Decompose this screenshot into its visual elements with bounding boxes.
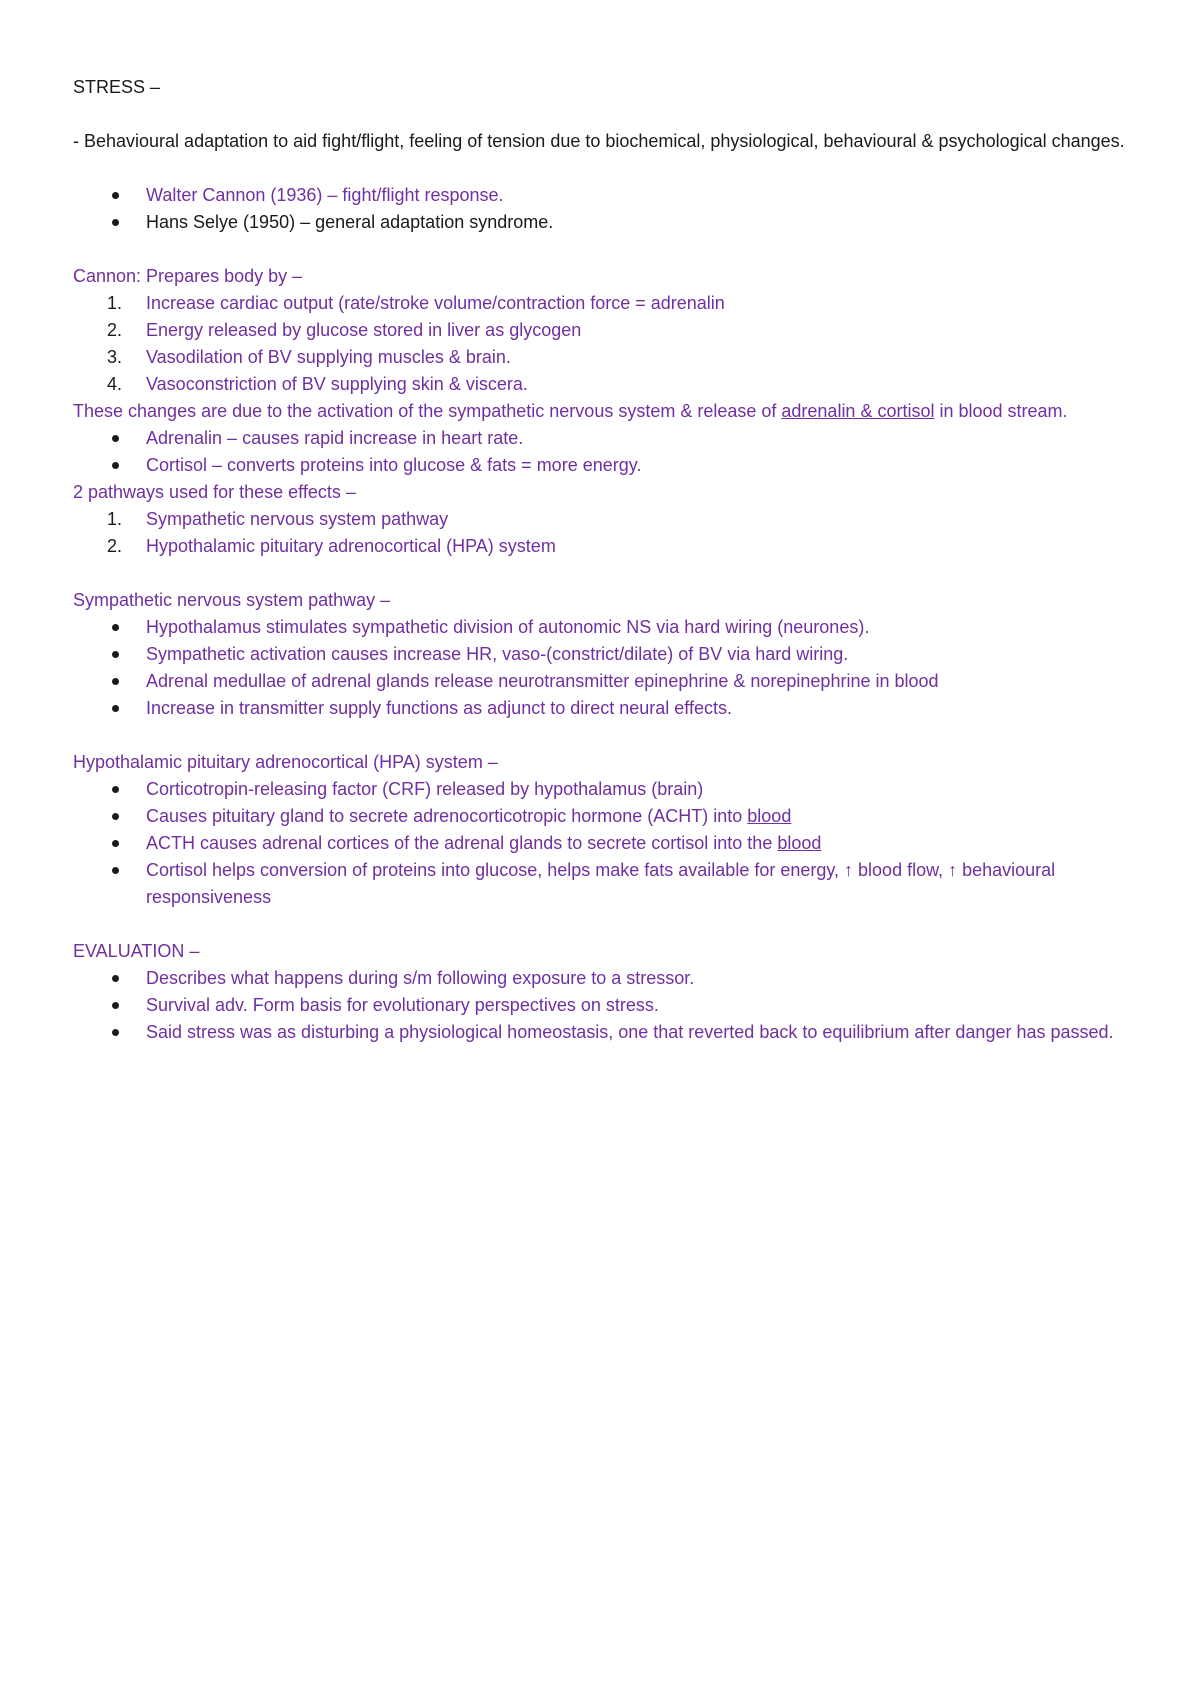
step-text: Vasodilation of BV supplying muscles & brain. [146,347,511,367]
list-item [73,830,1133,857]
list-item [73,965,1133,992]
changes-paragraph [73,398,1133,425]
list-item [73,803,1133,830]
spacer [73,101,1133,128]
pathways-heading: 2 pathways used for these effects – [73,482,356,502]
list-item [73,317,1133,344]
bullet-icon [112,651,119,658]
sns-heading: Sympathetic nervous system pathway – [73,590,391,610]
bullet-icon [112,1002,119,1009]
bullet-icon [112,435,119,442]
changes-text-end: in blood stream. [934,401,1068,421]
list-number: 4. [107,374,123,394]
theorist-list [73,182,1133,236]
list-number: 2. [107,536,123,556]
list-number: 3. [107,347,123,367]
sns-item: Adrenal medullae of adrenal glands release neurotransmitter epinephrine & norepinephrine in blood [146,671,939,691]
step-text: Energy released by glucose stored in liver as glycogen [146,320,582,340]
bullet-icon [112,1029,119,1036]
bullet-icon [112,840,119,847]
changes-text: These changes are due to the activation of the sympathetic nervous system & release of [73,401,782,421]
step-text: Increase cardiac output (rate/stroke volume/contraction force = adrenalin [146,293,725,313]
hormone-adrenalin: Adrenalin – causes rapid increase in heart rate. [146,428,524,448]
list-item [73,425,1133,452]
list-item [73,506,1133,533]
sns-list [73,614,1133,722]
list-number: 1. [107,509,123,529]
hormone-cortisol: Cortisol – converts proteins into glucose & fats = more energy. [146,455,642,475]
list-item [73,290,1133,317]
hpa-item: ACTH causes adrenal cortices of the adrenal glands to secrete cortisol into the [146,833,778,853]
pathway-text: Sympathetic nervous system pathway [146,509,449,529]
cannon-steps [73,290,1133,398]
evaluation-list [73,965,1133,1046]
list-number: 1. [107,293,123,313]
intro-paragraph: - Behavioural adaptation to aid fight/flight, feeling of tension due to biochemical, physiological, behavioural & psychological changes. [73,131,1125,151]
sns-item: Sympathetic activation causes increase HR, vaso-(constrict/dilate) of BV via hard wiring. [146,644,849,664]
list-item [73,614,1133,641]
sns-item: Hypothalamus stimulates sympathetic division of autonomic NS via hard wiring (neurones). [146,617,870,637]
list-item [73,371,1133,398]
evaluation-item: Describes what happens during s/m following exposure to a stressor. [146,968,695,988]
list-item [73,668,1133,695]
list-item [73,695,1133,722]
hpa-list [73,776,1133,911]
cannon-heading: Cannon: Prepares body by – [73,266,303,286]
evaluation-item: Said stress was as disturbing a physiological homeostasis, one that reverted back to equilibrium after danger has passed. [146,1022,1114,1042]
hormone-list [73,425,1133,479]
evaluation-item: Survival adv. Form basis for evolutionary perspectives on stress. [146,995,659,1015]
spacer [73,560,1133,587]
sns-item: Increase in transmitter supply functions as adjunct to direct neural effects. [146,698,732,718]
bullet-icon [112,786,119,793]
list-item [73,857,1133,911]
list-item [73,344,1133,371]
pathway-list [73,506,1133,560]
list-item [73,452,1133,479]
hpa-item-underlined: blood [747,806,792,826]
step-text: Vasoconstriction of BV supplying skin & viscera. [146,374,528,394]
pathway-text: Hypothalamic pituitary adrenocortical (HPA) system [146,536,556,556]
hpa-item: Cortisol helps conversion of proteins into glucose, helps make fats available for energy, ↑ blood flow, ↑ behavioural responsiveness [146,860,1056,907]
spacer [73,722,1133,749]
bullet-icon [112,867,119,874]
hpa-item-underlined: blood [777,833,822,853]
spacer [73,155,1133,182]
list-number: 2. [107,320,123,340]
list-item [73,992,1133,1019]
list-item [73,209,1133,236]
bullet-icon [112,705,119,712]
hpa-item: Causes pituitary gland to secrete adrenocorticotropic hormone (ACHT) into [146,806,748,826]
page-title: STRESS – [73,77,161,97]
theorist-cannon: Walter Cannon (1936) – fight/flight response. [146,185,504,205]
list-item [73,182,1133,209]
bullet-icon [112,678,119,685]
bullet-icon [112,624,119,631]
changes-underlined: adrenalin & cortisol [781,401,935,421]
document-body [73,74,1133,1046]
list-item [73,1019,1133,1046]
theorist-selye: Hans Selye (1950) – general adaptation syndrome. [146,212,554,232]
spacer [73,911,1133,938]
hpa-item: Corticotropin-releasing factor (CRF) released by hypothalamus (brain) [146,779,704,799]
bullet-icon [112,192,119,199]
spacer [73,236,1133,263]
bullet-icon [112,462,119,469]
bullet-icon [112,219,119,226]
list-item [73,641,1133,668]
bullet-icon [112,975,119,982]
list-item [73,776,1133,803]
hpa-heading: Hypothalamic pituitary adrenocortical (HPA) system – [73,752,498,772]
list-item [73,533,1133,560]
bullet-icon [112,813,119,820]
evaluation-heading: EVALUATION – [73,941,200,961]
